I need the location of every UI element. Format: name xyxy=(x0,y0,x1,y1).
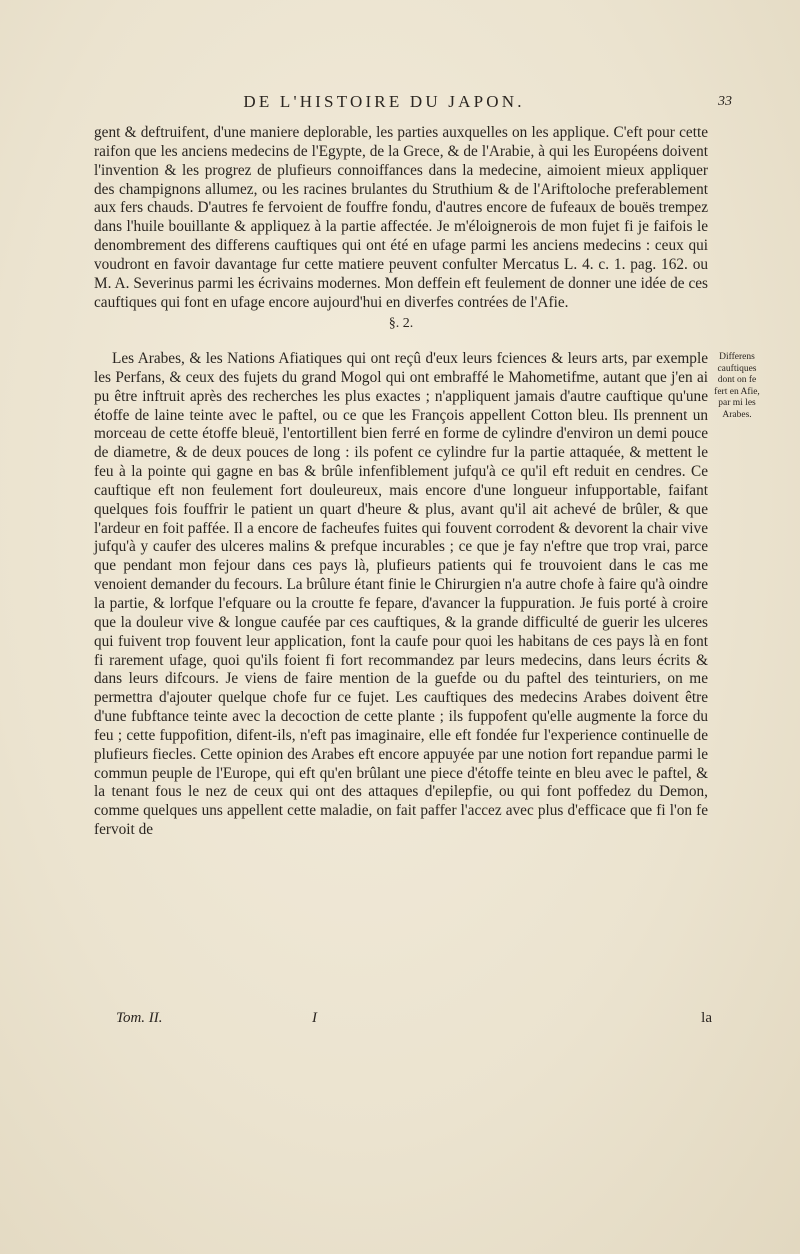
page-number: 33 xyxy=(718,94,732,109)
catchword: la xyxy=(701,1010,712,1026)
section-mark: §. 2. xyxy=(388,316,414,331)
paragraph-1 xyxy=(94,124,708,312)
signature-mark: I xyxy=(312,1010,317,1026)
page-footer xyxy=(116,1008,712,1028)
paragraph-1-text: gent & deftruifent, d'une maniere deplorable, les parties auxquelles on les applique. C'eft pour cette raifon que les anciens medecins de l'Egypte, de la Grece, & de l'Arabie, à qui les Européens doivent l'invention & les progrez de plufieurs connoiffances dans la medecine, aimoient mieux appliquer des champignons allumez, ou les racines brulantes du Struthium & de l'Ariftoloche preferablement aux fers chauds. D'autres fe fervoient de fouffre fondu, d'autres encore de fufeaux de bouës trempez dans l'huile bouillante & appliquez à la partie affectée. Je m'éloignerois de mon fujet fi je faifois le denombrement des differens cauftiques qui ont été en ufage parmi les anciens medecins : ceux qui voudront en favoir davantage fur cette matiere peuvent confulter Mercatus L. 4. c. 1. pag. 162. ou M. A. Severinus parmi les écrivains modernes. Mon deffein eft feulement de donner une idée de ces cauftiques qui font en ufage encore aujourd'hui en diverfes contrées de l'Afie. xyxy=(94,124,708,311)
paragraph-2-text: Les Arabes, & les Nations Afiatiques qui ont reçû d'eux leurs fciences & leurs arts, par exemple les Perfans, & ceux des fujets du grand Mogol qui ont embraffé le Mahometifme, autant que j'en ai pu être inftruit après des recherches les plus exactes ; n'appliquent jamais d'autre cauftique qu'une étoffe de laine teinte avec le paftel, ou ce que les François appellent Cotton bleu. Ils prennent un morceau de cette étoffe bleuë, l'entortillent bien ferré en forme de cylindre d'environ un demi pouce de diametre, & de deux pouces de long : ils pofent ce cylindre fur la partie attaquée, & mettent le feu à la pointe qui gagne en bas & brûle infenfiblement jufqu'à ce qu'il eft reduit en cendres. Ce cauftique eft non feulement fort douleureux, mais encore d'une longueur infupportable, faifant quelques fois fouffrir le patient un quart d'heure & plus, avant qu'il ait achevé de brûler, & que l'ardeur en foit paffée. Il a encore de facheufes fuites qui fouvent corrodent & devorent la chair vive jufqu'à y caufer des ulceres malins & prefque incurables ; ce que je fay n'eftre que trop vrai, parce que pendant mon fejour dans ces pays là, plufieurs patients qui fe trouvoient dans le cas me venoient demander du fecours. La brûlure étant finie le Chirurgien n'a autre chofe à faire qu'à oindre la partie, & lorfque l'efquare ou la croutte fe fepare, d'avancer la fuppuration. Je fuis porté à croire que la douleur vive & longue caufée par ces cauftiques, & la grande difficulté de guerir les ulceres qui fuivent trop fouvent leur application, font la caufe pour quoi les habitans de ces pays là en font fi rarement ufage, quoi qu'ils foient fi fort recommandez par leurs medecins, dans leurs écrits & dans leurs difcours. Je viens de faire mention de la guefde ou du paftel des teinturiers, on me permettra d'ajouter quelque chofe fur ce fujet. Les cauftiques des medecins Arabes doivent être d'une fubftance teinte avec la decoction de cette plante ; ils fuppofent qu'elle augmente la force du feu ; cette fuppofition, difent-ils, n'eft pas imaginaire, elle eft fondée fur l'experience continuelle de plufieurs fiecles. Cette opinion des Arabes eft encore appuyée par une notion fort repandue parmi le commun peuple de l'Europe, qui eft qu'en brûlant une piece d'étoffe teinte en bleu avec le paftel, & la tenant fous le nez de ceux qui ont des attaques d'epilepfie, ou qui font poffedez du Demon, comme quelques uns appellent cette maladie, on fait paffer l'accez avec plus d'efficace que fi l'on fe fervoit de xyxy=(94,350,708,839)
paragraph-2 xyxy=(94,350,708,840)
marginal-note: Differens cauftiques dont on fe fert en Afie, par mi les Arabes. xyxy=(714,352,760,420)
page-header xyxy=(96,90,732,114)
running-title: DE L'HISTOIRE DU JAPON. xyxy=(243,92,525,111)
volume-label: Tom. II. xyxy=(116,1010,163,1026)
